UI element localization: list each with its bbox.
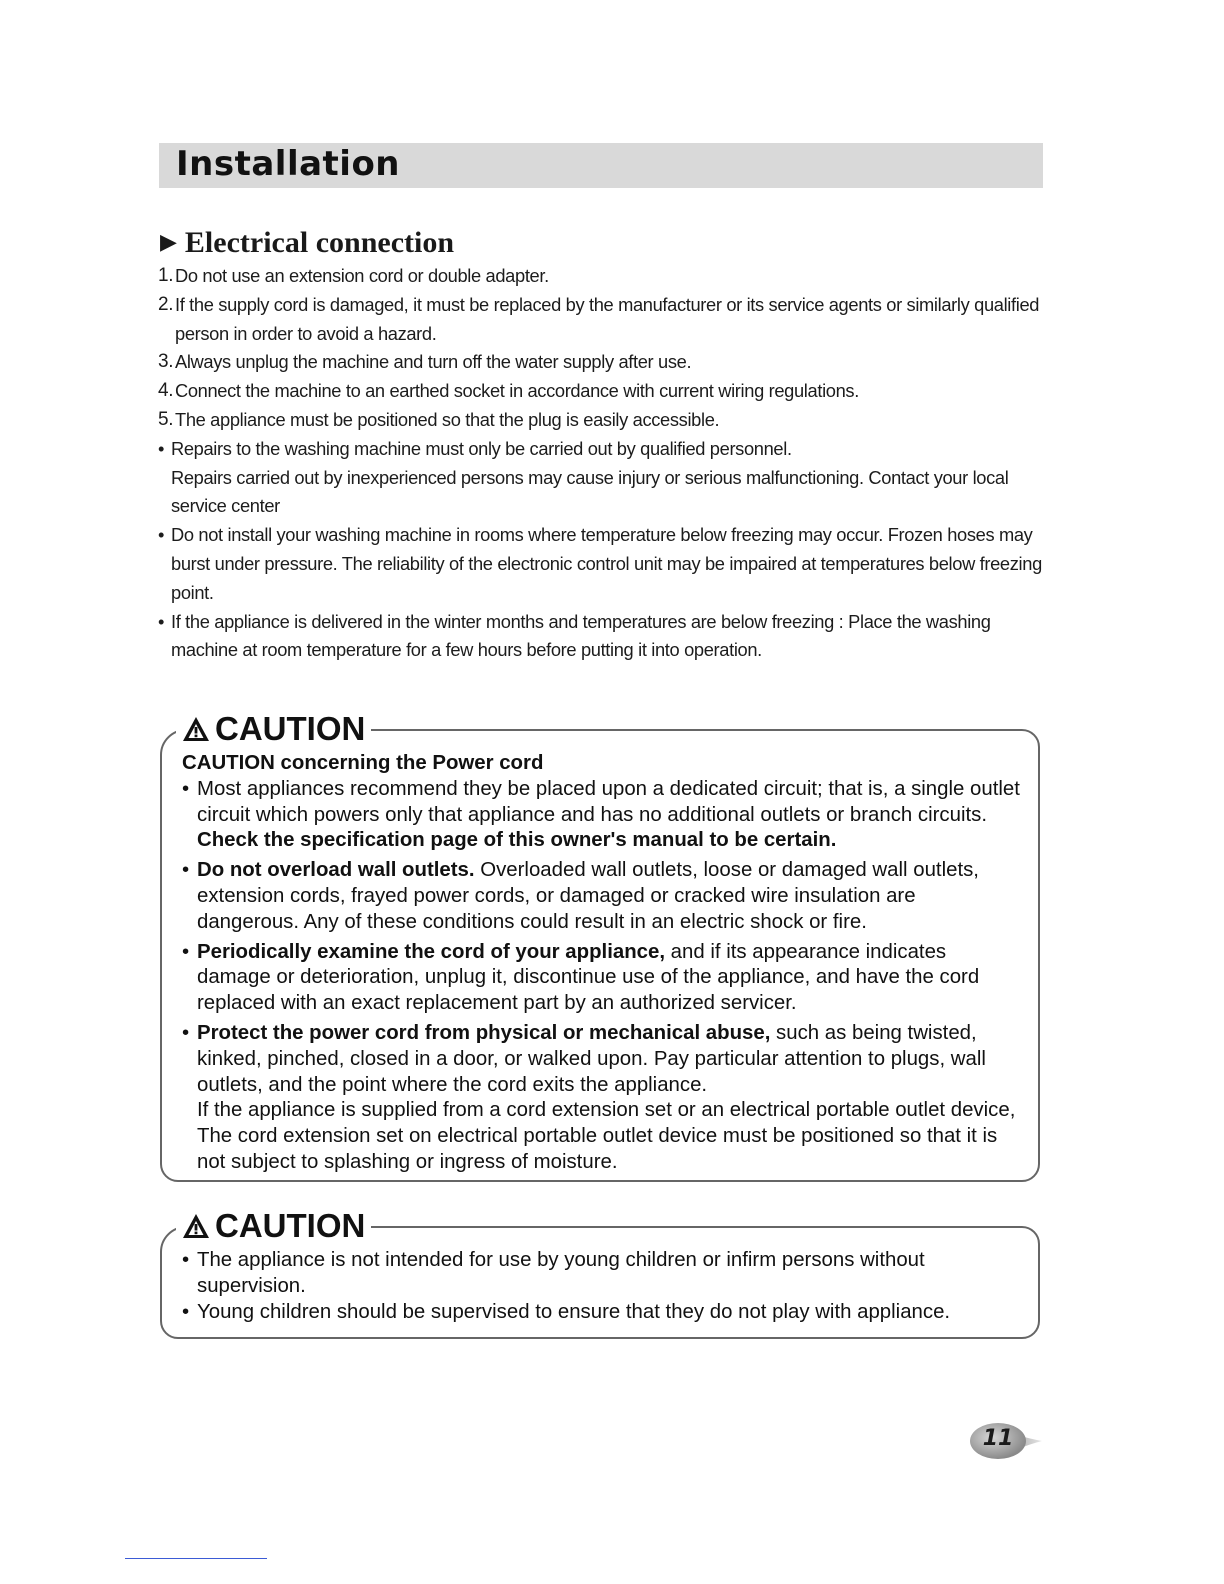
section-heading	[160, 226, 454, 260]
caution-heading	[176, 709, 371, 749]
caution-box-children	[160, 1207, 1040, 1339]
bullet-icon: •	[182, 1249, 190, 1271]
caution-box-power-cord	[160, 710, 1040, 1182]
item-number: 1.	[158, 265, 174, 286]
item-bold-text: Periodically examine the cord of your appliance,	[197, 940, 665, 963]
caution-label: CAUTION	[215, 710, 366, 747]
list-item	[158, 608, 1048, 666]
list-item	[182, 1021, 1022, 1176]
item-text: Do not install your washing machine in rooms where temperature below freezing may occur. Frozen hoses may burst under pressure. The reliability of the electronic control unit may be impaired at temperatures below freezing point.	[171, 524, 1042, 603]
item-text: Always unplug the machine and turn off the water supply after use.	[175, 351, 692, 373]
bullet-icon: •	[182, 777, 190, 800]
list-item	[182, 777, 1022, 854]
page-number-badge	[966, 1418, 1046, 1466]
list-item	[158, 262, 1048, 291]
electrical-connection-list	[158, 262, 1048, 665]
caution-subtitle: CAUTION concerning the Power cord	[182, 752, 544, 774]
caution-label: CAUTION	[215, 1207, 366, 1244]
page-header-bar	[159, 143, 1043, 188]
list-item	[182, 858, 1022, 935]
item-text: Repairs carried out by inexperienced persons may cause injury or serious malfunctioning. Contact your local service center	[171, 466, 1009, 517]
bullet-icon: •	[182, 940, 190, 963]
item-text: such as being twisted, kinked, pinched, closed in a door, or walked upon. Pay particular attention to plugs, wall outlets, and the point where the cord exits the appliance.	[197, 1021, 986, 1096]
section-heading-text: Electrical connection	[184, 226, 455, 259]
item-text: Most appliances recommend they be placed upon a dedicated circuit; that is, a single outlet circuit which powers only that appliance and has no additional outlets or branch circuits.	[197, 777, 1020, 826]
item-text: Connect the machine to an earthed socket in accordance with current wiring regulations.	[175, 380, 859, 402]
page-number: 11	[982, 1426, 1014, 1451]
item-number: 3.	[158, 351, 174, 373]
bullet-icon: •	[182, 859, 190, 882]
item-number: 2.	[158, 293, 174, 315]
item-text: Young children should be supervised to ensure that they do not play with appliance.	[197, 1300, 951, 1323]
item-bold-text: Check the specification page of this owner's manual to be certain.	[197, 829, 837, 852]
item-text: The appliance must be positioned so that the plug is easily accessible.	[175, 408, 720, 430]
bullet-icon: •	[182, 1300, 190, 1323]
item-text: Do not use an extension cord or double adapter.	[175, 265, 549, 286]
item-text: If the appliance is supplied from a cord extension set or an electrical portable outlet device, The cord extension set on electrical portable outlet device must be positioned so that it is not subject to splashing or ingress of moisture.	[197, 1099, 1016, 1173]
list-item	[158, 435, 1048, 521]
item-text: Repairs to the washing machine must only be carried out by qualified personnel.	[171, 437, 792, 459]
item-number: 4.	[158, 380, 174, 402]
list-item	[158, 521, 1048, 607]
page-title: Installation	[176, 144, 401, 184]
list-item	[158, 348, 1048, 377]
item-bold-text: Protect the power cord from physical or mechanical abuse,	[197, 1021, 771, 1044]
list-item	[182, 1248, 1022, 1300]
bullet-icon: •	[158, 437, 165, 459]
warning-triangle-icon	[182, 1213, 210, 1239]
bullet-icon: •	[158, 524, 165, 546]
caution-body	[182, 751, 1022, 1180]
list-item	[158, 291, 1048, 349]
item-text: If the appliance is delivered in the winter months and temperatures are below freezing : Place the washing machine at room temperature for a few hours before putting it into operation.	[171, 610, 991, 661]
list-item	[158, 406, 1048, 435]
list-item	[182, 1300, 1022, 1326]
footer-rule	[125, 1558, 267, 1559]
item-text: If the supply cord is damaged, it must be replaced by the manufacturer or its service agents or similarly qualified person in order to avoid a hazard.	[175, 293, 1040, 344]
warning-triangle-icon	[182, 716, 210, 742]
caution-heading	[176, 1206, 371, 1246]
list-item	[158, 377, 1048, 406]
item-text: Overloaded wall outlets, loose or damaged wall outlets, extension cords, frayed power cords, or damaged or cracked wire insulation are dangerous. Any of these conditions could result in an electric shock or fire.	[197, 859, 979, 933]
caution-body	[182, 1248, 1022, 1325]
item-bold-text: Do not overload wall outlets.	[197, 859, 475, 882]
bullet-icon: •	[182, 1021, 190, 1044]
triangle-right-icon: ▶	[160, 229, 177, 254]
item-text: and if its appearance indicates damage or deterioration, unplug it, discontinue use of the appliance, and have the cord replaced with an exact replacement part by an authorized servicer.	[197, 940, 980, 1015]
item-text: The appliance is not intended for use by young children or infirm persons without supervision.	[197, 1249, 925, 1297]
list-item	[182, 940, 1022, 1017]
item-number: 5.	[158, 408, 174, 430]
bullet-icon: •	[158, 610, 165, 632]
